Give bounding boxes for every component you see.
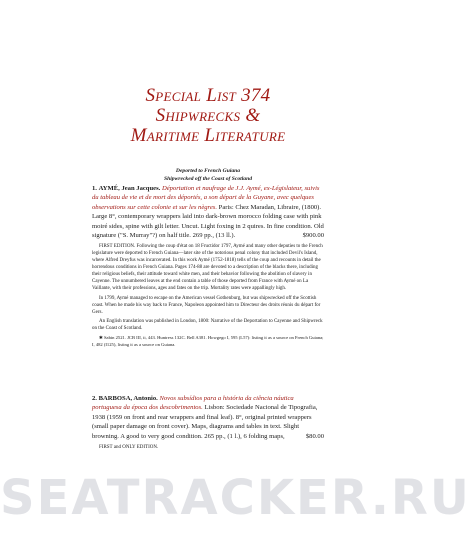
entry-title: Déportation et naufrage de J.J. Aymé, ex-Législateur, suivis du tableau de vie et de mort des déportés, a son départ de la Guyane, avec quelques observations sur cette colonie et sur les nègres. [92,185,320,211]
entry-description [92,444,324,451]
entry-description [92,243,324,332]
list-title [0,86,416,146]
entry-number: 2. [92,395,97,402]
entry-author: AYMÉ, Jean Jacques. [98,185,161,192]
title-line-2: Shipwrecks & [155,105,261,126]
entry-paragraph: FIRST and ONLY EDITION. [99,445,159,451]
entry-details: Paris: Chez Maradan, Libraire, (1800). Large 8°, contemporary wrappers laid into dark-brown morocco folding case with pink moiré sides, spine with gilt letter. Uncut. Light foxing in 2 quires. In fine condition. Old signature ("S. Murray"?) on half title. 269 pp., (13 ll.). [92,203,324,240]
section-title: Deported to French Guiana [175,168,241,174]
entry-title: Novos subsídios para a história da ciência náutica portuguesa da época dos descobrimentos. [92,395,294,412]
section-subtitle: Shipwrecked off the Coast of Scotland [163,176,252,182]
entry-author: BARBOSA, Antonio. [98,395,158,402]
entry-price: $900.00 [302,232,324,240]
entry-paragraph: FIRST EDITION. Following the coup d'état on 18 Fructidor 1797, Aymé and many other deputies to the French legislature were deported to French Guiana—later site of the notorious penal colony that included Devil's Island, where Alfred Dreyfus was incarcerated. In this work Aymé (1752-1818) tells of the coup and recounts in detail the horrendous conditions in French Guiana. Pages 174-88 are devoted to a description of the blacks there, including their religious beliefs, their attitude toward white men, and their behavior following the abolition of slavery in Cayenne. The unnumbered leaves at the end contain a table of those deported from France with Aymé on La Vaillante, with their professions, ages and fates on the trip. Mortality rates were appallingly high. [92,244,323,292]
entry-lead [92,394,324,441]
entry-number: 1. [92,185,97,192]
title-line-3: Maritime Literature [130,125,286,146]
entry-references: ✱ Sabin 2521. JCB III, ii, 443. Huntress 132C. Bell A381. Howgego I, 595 (L57): listing it as a source on French Guiana; I, 482 (I125), listing it as a source on Guiana. [92,335,324,347]
catalog-entry-2 [92,394,324,454]
title-line-1: Special List 374 [145,85,271,106]
entry-paragraph: An English translation was published in London, 1800: Narrative of the Deportation to Cayenne and Shipwreck on the Coast of Scotland. [92,319,323,332]
watermark: SEATRACKER.RU [0,470,471,526]
section-heading [92,167,324,183]
entry-paragraph: In 1799, Aymé managed to escape on the American vessel Gothenburg, but was shipwrecked off the Scottish coast. When he made his way back to France, Napoleon appointed him to Directeur des droits réunis du départ for Gers. [92,295,321,315]
entry-details: Lisbon: Sociedade Nacional de Tipografia, 1938 (1959 on front and rear wrappers and final leaf). 8°, original printed wrappers (small paper damage on front cover). Maps, diagrams and tables in text. Slight browning. A good to very good condition. 265 pp., (1 l.), 6 folding maps, [92,404,318,440]
entry-lead [92,184,324,240]
catalog-entry-1 [92,184,324,348]
entry-price: $80.00 [305,432,324,440]
